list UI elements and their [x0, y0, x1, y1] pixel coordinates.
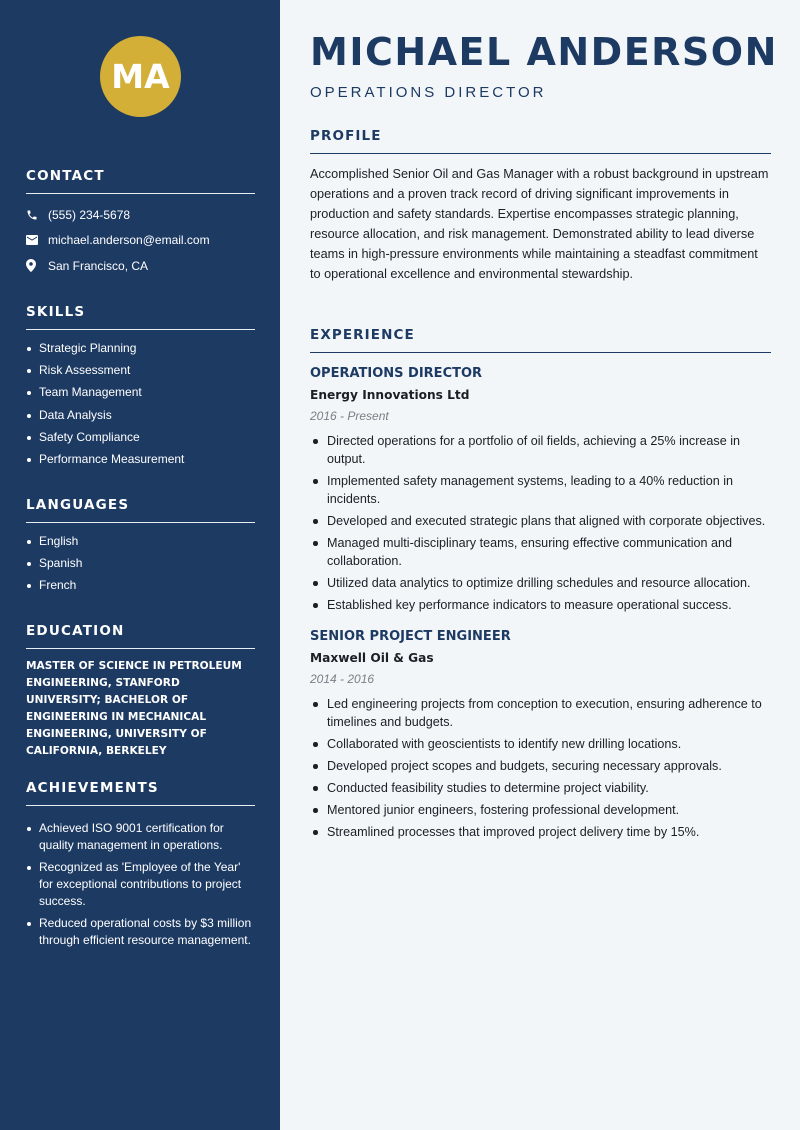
achievement-item: Reduced operational costs by $3 million through efficient resource management.: [26, 915, 255, 949]
experience-heading: EXPERIENCE: [310, 327, 771, 353]
job-entry: [310, 366, 771, 614]
languages-heading: LANGUAGES: [26, 497, 255, 523]
job-bullet: Implemented safety management systems, leading to a 40% reduction in incidents.: [310, 472, 771, 508]
profile-text: Accomplished Senior Oil and Gas Manager with a robust background in upstream operations and a proven track record of driving significant improvements in production and safety standards. Expertise encompasses strategic planning, resource allocation, and risk management. Demonstrated ability to lead diverse teams in high-pressure environments while maintaining a steadfast commitment to operational excellence and environmental stewardship.: [310, 167, 769, 281]
experience-section: [310, 327, 771, 845]
job-bullet: Led engineering projects from conception to execution, ensuring adherence to timelines and budgets.: [310, 695, 771, 731]
candidate-title: OPERATIONS DIRECTOR: [310, 84, 547, 101]
education-text: MASTER OF SCIENCE IN PETROLEUM ENGINEERING, STANFORD UNIVERSITY; BACHELOR OF ENGINEERING IN MECHANICAL ENGINEERING, UNIVERSITY OF CALIFORNIA, BERKELEY: [26, 660, 242, 757]
job-bullet: Developed project scopes and budgets, securing necessary approvals.: [310, 757, 771, 775]
achievements-section: [26, 780, 255, 955]
avatar: MA: [100, 36, 181, 117]
job-bullet: Directed operations for a portfolio of oil fields, achieving a 25% increase in output.: [310, 432, 771, 468]
language-item: French: [26, 577, 255, 594]
profile-section: [310, 128, 771, 284]
phone-text: (555) 234-5678: [48, 207, 131, 222]
language-item: Spanish: [26, 555, 255, 572]
job-bullet: Conducted feasibility studies to determine project viability.: [310, 779, 771, 797]
job-title: SENIOR PROJECT ENGINEER: [310, 629, 511, 644]
location-text: San Francisco, CA: [48, 258, 149, 273]
achievements-heading: ACHIEVEMENTS: [26, 780, 255, 806]
education-section: [26, 623, 255, 760]
contact-location: [26, 253, 255, 279]
job-bullet: Established key performance indicators to measure operational success.: [310, 596, 771, 614]
skill-item: Strategic Planning: [26, 340, 255, 357]
phone-icon: [26, 209, 48, 221]
profile-heading: PROFILE: [310, 128, 771, 154]
skills-heading: SKILLS: [26, 304, 255, 330]
job-entry: [310, 629, 771, 841]
job-company: Energy Innovations Ltd: [310, 388, 470, 402]
job-dates: 2014 - 2016: [310, 672, 375, 686]
skill-item: Data Analysis: [26, 407, 255, 424]
sidebar: [0, 0, 280, 1130]
skills-list: [26, 340, 255, 468]
languages-section: [26, 497, 255, 600]
achievement-item: Recognized as 'Employee of the Year' for exceptional contributions to project success.: [26, 859, 255, 910]
contact-section: [26, 168, 255, 279]
email-text[interactable]: michael.anderson@email.com: [48, 233, 210, 248]
skill-item: Safety Compliance: [26, 429, 255, 446]
job-bullet: Developed and executed strategic plans that aligned with corporate objectives.: [310, 512, 771, 530]
job-title: OPERATIONS DIRECTOR: [310, 366, 483, 381]
job-bullet: Managed multi-disciplinary teams, ensuring effective communication and collaboration.: [310, 534, 771, 570]
job-bullet: Streamlined processes that improved project delivery time by 15%.: [310, 823, 771, 841]
skill-item: Risk Assessment: [26, 362, 255, 379]
skills-section: [26, 304, 255, 473]
job-bullet: Utilized data analytics to optimize drilling schedules and resource allocation.: [310, 574, 771, 592]
job-company: Maxwell Oil & Gas: [310, 651, 434, 665]
achievements-list: [26, 820, 255, 949]
languages-list: [26, 533, 255, 594]
candidate-name: MICHAEL ANDERSON: [310, 30, 778, 74]
language-item: English: [26, 533, 255, 550]
job-bullets: [310, 695, 771, 841]
skill-item: Performance Measurement: [26, 451, 255, 468]
skill-item: Team Management: [26, 384, 255, 401]
achievement-item: Achieved ISO 9001 certification for quality management in operations.: [26, 820, 255, 854]
contact-email: [26, 228, 255, 254]
job-dates: 2016 - Present: [310, 409, 389, 423]
contact-phone: [26, 202, 255, 228]
contact-heading: CONTACT: [26, 168, 255, 194]
job-bullets: [310, 432, 771, 614]
education-heading: EDUCATION: [26, 623, 255, 649]
job-bullet: Collaborated with geoscientists to identify new drilling locations.: [310, 735, 771, 753]
job-bullet: Mentored junior engineers, fostering professional development.: [310, 801, 771, 819]
map-pin-icon: [26, 259, 48, 272]
envelope-icon: [26, 235, 48, 245]
